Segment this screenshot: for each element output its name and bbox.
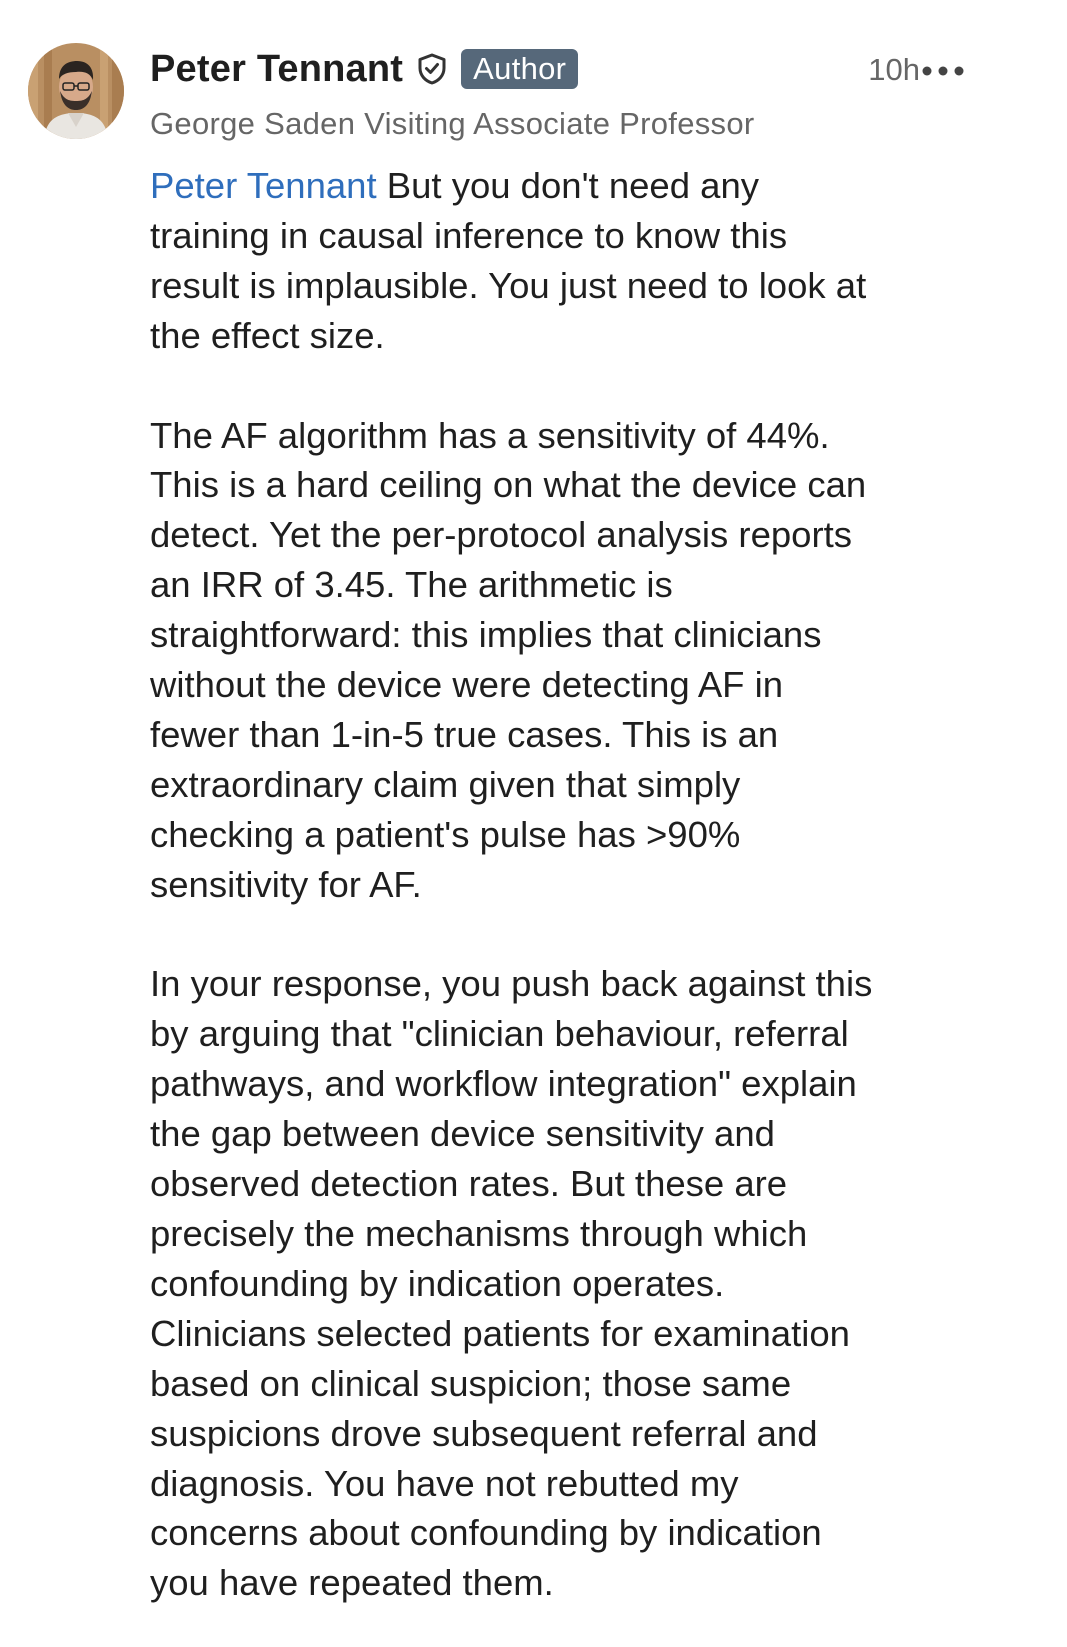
comment-line: you have repeated them.: [150, 1562, 554, 1604]
comment-line: extraordinary claim given that simply: [150, 763, 741, 805]
comment-line: In your response, you push back against this: [150, 963, 873, 1005]
comment-line: sensitivity for AF.: [150, 863, 422, 905]
comment-line: suspicions drove subsequent referral and: [150, 1412, 818, 1454]
author-name-row: [150, 44, 578, 94]
author-badge: Author: [461, 49, 578, 89]
comment-body: [150, 161, 1020, 1608]
comment-line: checking a patient's pulse has >90%: [150, 813, 741, 855]
comment-line: result is implausible. You just need to look at: [150, 264, 867, 306]
paragraph-gap: [150, 361, 1020, 411]
comment-line: pathways, and workflow integration" explain: [150, 1063, 857, 1105]
comment-line: This is a hard ceiling on what the device can: [150, 464, 867, 506]
author-mention-link[interactable]: Peter Tennant: [150, 165, 377, 206]
comment-line: [150, 161, 1020, 211]
comment-line: Clinicians selected patients for examination: [150, 1312, 850, 1354]
author-name[interactable]: Peter Tennant: [150, 47, 404, 90]
comment-line: straightforward: this implies that clinicians: [150, 614, 822, 656]
comment-line: the effect size.: [150, 314, 385, 356]
comment-line: confounding by indication operates.: [150, 1262, 725, 1304]
verified-shield-icon: [415, 52, 449, 86]
comment-line: training in causal inference to know this: [150, 214, 788, 256]
comment-line: without the device were detecting AF in: [150, 664, 784, 706]
comment-line: diagnosis. You have not rebutted my: [150, 1462, 739, 1504]
more-options-icon[interactable]: [920, 56, 966, 86]
avatar[interactable]: [28, 43, 124, 139]
comment-line: by arguing that "clinician behaviour, referral: [150, 1013, 849, 1055]
comment-line: an IRR of 3.45. The arithmetic is: [150, 564, 673, 606]
comment-line: detect. Yet the per-protocol analysis reports: [150, 514, 853, 556]
comment-line: concerns about confounding by indication: [150, 1512, 822, 1554]
comment-line: fewer than 1-in-5 true cases. This is an: [150, 713, 779, 755]
comment-line: the gap between device sensitivity and: [150, 1113, 775, 1155]
profile-photo-avatar: [28, 43, 124, 139]
comment-line: observed detection rates. But these are: [150, 1163, 788, 1205]
comment-line: based on clinical suspicion; those same: [150, 1362, 792, 1404]
comment-line: The AF algorithm has a sensitivity of 44%.: [150, 414, 830, 456]
comment-line: precisely the mechanisms through which: [150, 1213, 808, 1254]
comment-line-text: But you don't need any: [376, 165, 760, 206]
author-headline: George Saden Visiting Associate Professor: [150, 106, 755, 141]
comment-header: [150, 40, 1030, 150]
comment-timestamp: 10h: [868, 52, 920, 87]
paragraph-gap: [150, 910, 1020, 960]
